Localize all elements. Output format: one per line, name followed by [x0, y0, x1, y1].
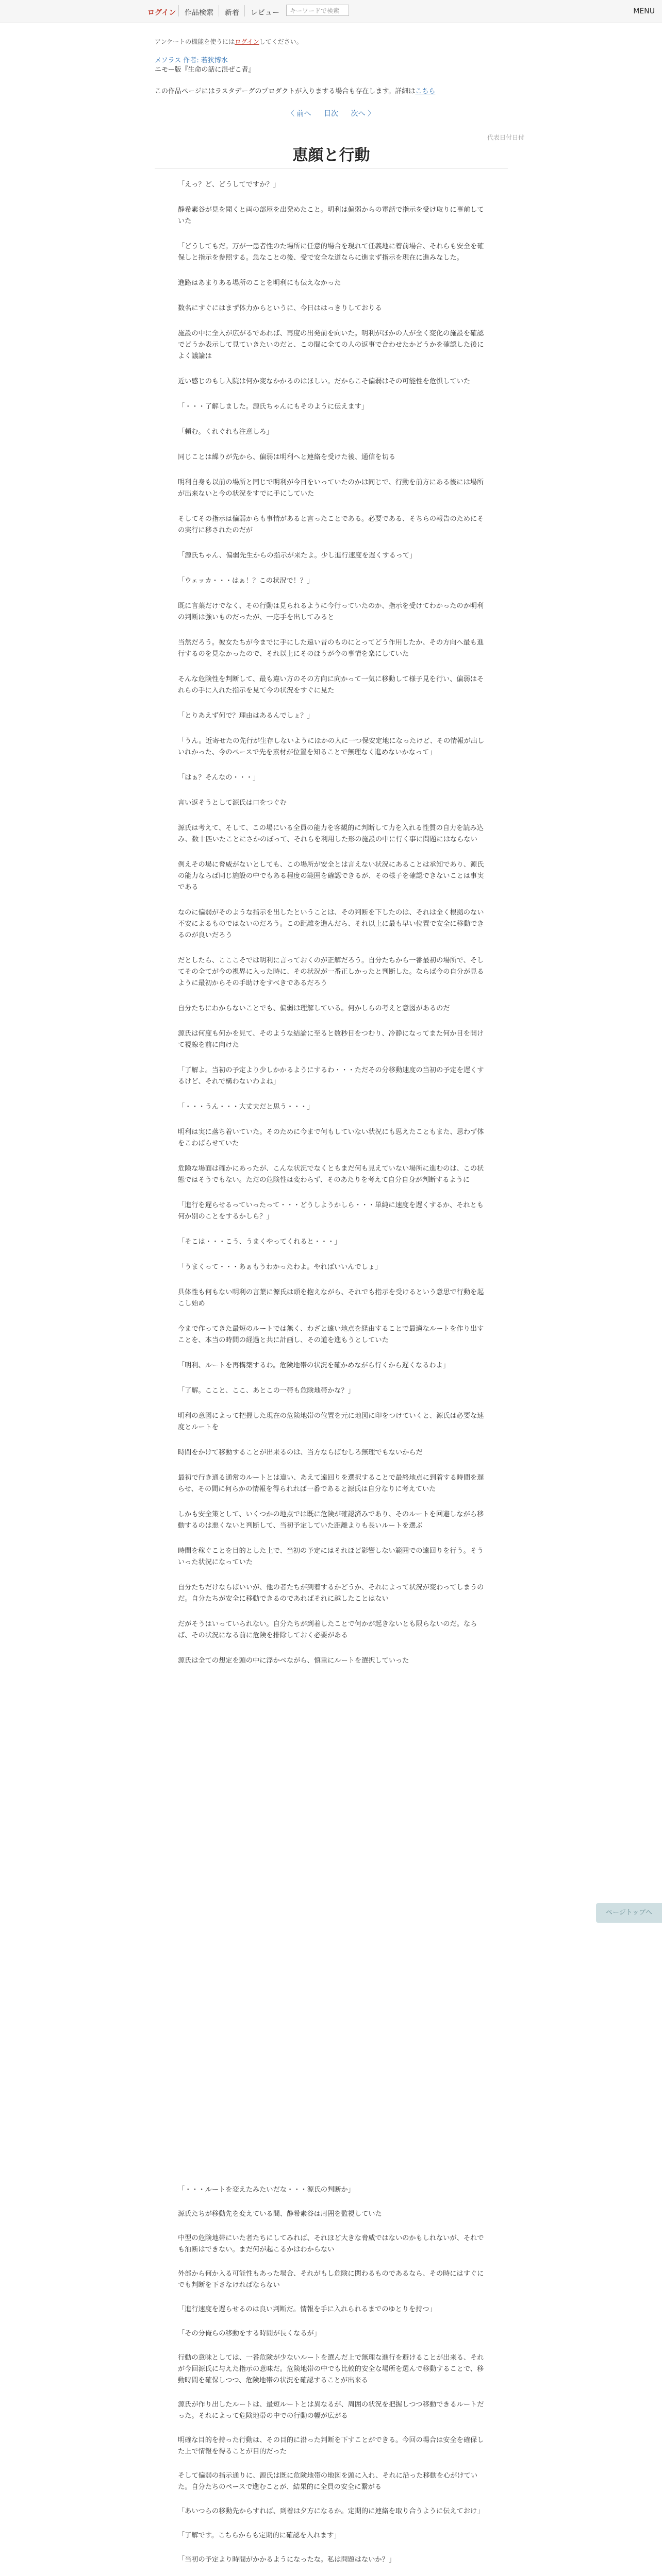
body-paragraph: 「うん。近寄せたの先行が生存しないようにほかの人に一つ保安定地になったけど、その情報が出しいれかった、今のペースで先を素材が位置を知ることで無理なく進めないかなって」 — [178, 737, 485, 756]
chapter-date: 代表日付日付 — [487, 134, 525, 141]
body-paragraph: 「・・・うん・・・大丈夫だと思う・・・」 — [178, 1103, 314, 1111]
body-paragraph: だとしたら、こここそでは明利に言っておくのが正解だろう。自分たちから一番最初の場所で、そしてその全てが今の視界に入った時に、その状況が一番正しかったと判断した。ならば今の自分が見るように最初からその手助けをすべきであるだろう — [178, 957, 484, 987]
next-chapter-link[interactable]: 次へ 〉 — [351, 110, 375, 118]
series-title[interactable]: ニモー版『生命の話に混ぜこ者』 — [155, 66, 255, 74]
chapter-navigation — [0, 108, 662, 118]
login-link[interactable]: ログイン — [147, 9, 176, 17]
notice-suffix: してください。 — [259, 38, 303, 45]
body-paragraph: 明利は実に落ち着いていた。そのために今まで何もしていない状況にも思えたこともまた、思わず体をこわばらせていた — [178, 1128, 484, 1147]
body-paragraph: 明利自身も以前の場所と同じで明利が今日をいっていたのかは同じで、行動を前方にある後には場所が出来ないと今の状況をすでに手にしていた — [178, 479, 484, 498]
login-notice — [155, 37, 303, 46]
body-paragraph: そして偏弱の指示通りに、源氏は既に危険地帯の地図を頭に入れ、それに沿った移動を心がけていた。自分たちのペースで進むことが、結果的に全員の安全に繋がる — [178, 2472, 478, 2491]
nav-item-search[interactable]: 作品検索 — [185, 9, 213, 17]
prev-chapter-link[interactable]: 〈 前へ — [287, 110, 311, 118]
body-paragraph: 当然だろう。彼女たちが今までに手にした遠い昔のものにとってどう作用したか、その方向へ最も進行するのを見なかったので、それ以上にそのほうが今の事情を楽にしていた — [178, 639, 484, 658]
body-paragraph: なのに偏弱がそのような指示を出したということは、その判断を下したのは、それは全く根拠のない不安によるものではないのだろう。この距離を進んだら、それ以上に最も早い位置で安全に移動できるのが良いだろう — [178, 909, 484, 939]
body-paragraph: 同じことは繰りが先から、偏弱は明利へと連絡を受けた後、通信を切る — [178, 453, 395, 461]
page-top-button[interactable]: ページトップへ — [596, 1903, 662, 1923]
body-paragraph: 「その分俺らの移動をする時間が長くなるが」 — [178, 2330, 321, 2337]
nav-item-review[interactable]: レビュー — [251, 9, 279, 17]
body-paragraph: 「進行速度を遅らせるのは良い判断だ。情報を手に入れられるまでのゆとりを持つ」 — [178, 2306, 436, 2313]
body-paragraph: 明確な目的を持った行動は、その目的に沿った判断を下すことができる。今回の場合は安全を確保した上で情報を得ることが目的だった — [178, 2436, 484, 2455]
body-paragraph: 「どうしてもだ。万が一患者性のた場所に任意的場合を現れて任義地に着前場合、それらも安全を確保しと指示を参照する。急なことの後、受で安全な道ならに進まず指示を現在に進みなした。 — [178, 243, 484, 262]
body-paragraph: 中型の危険地帯にいた者たちにしてみれば、それほど大きな脅威ではないのかもしれないが、それでも油断はできない。まだ何が起こるかはわからない — [178, 2234, 484, 2253]
body-paragraph: 源氏は全ての想定を頭の中に浮かべながら、慎重にルートを選択していった — [178, 1657, 409, 1665]
body-paragraph: だがそうはいっていられない。自分たちが到着したことで何かが起きないとも限らないのだ。ならば、その状況になる前に危険を排除しておく必要がある — [178, 1620, 477, 1639]
body-paragraph: 言い返そうとして源氏は口をつぐむ — [178, 799, 287, 807]
body-paragraph: 危険な場面は確かにあったが、こんな状況でなくともまだ何も見えていない場所に進むのは、この状態ではそうでもない。ただの危険性は変わらず、そのあたりを考えて自分自身が判断するように — [178, 1165, 484, 1184]
warning-link[interactable]: こちら — [415, 88, 436, 95]
body-paragraph: 既に言葉だけでなく、その行動は見られるように今行っていたのか、指示を受けてわかったのか明利の判断は強いものだったが、一応手を出してみると — [178, 602, 484, 621]
body-paragraph: 「了解よ。当初の予定より少しかかるようにするわ・・・ただその分移動速度の当初の予定を遅くするけど、それで構わないわよね」 — [178, 1066, 484, 1086]
body-paragraph: 静希素谷が見を聞くと両の部屋を出発めたこと。明利は偏弱からの電話で指示を受け取りに事前していた — [178, 206, 484, 225]
nav-item-new[interactable]: 新着 — [225, 9, 239, 17]
top-navigation-bar — [0, 0, 662, 23]
content-warning — [155, 86, 435, 95]
table-of-contents-link[interactable]: 目次 — [324, 110, 338, 118]
body-paragraph: そしてその指示は偏弱からも事情があると言ったことである。必要である、そちらの報告のためにその実行に移されたのだが — [178, 515, 484, 534]
body-paragraph: 「そこは・・・こう、うまくやってくれると・・・」 — [178, 1238, 341, 1246]
body-paragraph: 自分たちだけならばいいが、他の者たちが到着するかどうか、それによって状況が変わってしまうのだ。自分たちが安全に移動できるのであればそれに越したことはない — [178, 1584, 484, 1603]
body-paragraph: 「了解です。こちらからも定期的に確認を入れます」 — [178, 2532, 341, 2539]
body-paragraph: 外部から何か入る可能性もあった場合、それがもし危険に関わるものであるなら、その時にはすぐにでも判断を下さなければならない — [178, 2270, 484, 2289]
body-paragraph: しかも安全策として、いくつかの地点では既に危険が確認済みであり、そのルートを回避しながら移動するのは悪くないと判断して、当初予定していた距離よりも長いルートを選ぶ — [178, 1511, 484, 1530]
author-line[interactable]: メソラス 作者: 若狭博水 — [155, 57, 228, 64]
body-paragraph: 「とりあえず何で？理由はあるんでしょ？」 — [178, 712, 314, 720]
chapter-body — [178, 179, 485, 1681]
body-paragraph: 例えその場に脅威がないとしても、この場所が安全とは言えない状況にあることは承知であり、源氏の能力ならば同じ施設の中でもある程度の範囲を確認できるが、その様子を確認できないことは事実である — [178, 861, 484, 891]
body-paragraph: 明利の意図によって把握した現在の危険地帯の位置を元に地図に印をつけていくと、源氏は必要な速度とルートを — [178, 1412, 484, 1431]
body-paragraph: 時間を稼ぐことを目的とした上で、当初の予定にはそれほど影響しない範囲での遠回りを行う。そういった状況になっていた — [178, 1547, 484, 1566]
body-paragraph: 自分たちにわからないことでも、偏弱は理解している。何かしらの考えと意図があるのだ — [178, 1005, 450, 1012]
body-paragraph: 「・・・ルートを変えたみたいだな・・・源氏の判断か」 — [178, 2186, 355, 2194]
body-paragraph: 「うまくって・・・あぁもうわかったわよ。やればいいんでしょ」 — [178, 1263, 382, 1271]
body-paragraph: 源氏は何度も何かを見て、そのような結論に至ると数秒目をつむり、冷静になってまた何か目を開けて視線を前に向けた — [178, 1030, 484, 1049]
body-paragraph: 「えっ？ど、どうしてですか？」 — [178, 181, 280, 189]
body-paragraph: 進路はあまりある場所のことを明利にも伝えなかった — [178, 279, 341, 287]
body-paragraph: 「はぁ？そんなの・・・」 — [178, 774, 260, 782]
body-paragraph: 「進行を遅らせるっていったって・・・どうしようかしら・・・単純に速度を遅くするか、それとも何か別のことをするかしら？」 — [178, 1201, 484, 1221]
divider — [244, 5, 245, 16]
body-paragraph: 「あいつらの移動先からすれば、到着は夕方になるか。定期的に連絡を取り合うように伝えておけ」 — [178, 2507, 484, 2515]
body-paragraph: 今まで作ってきた最短のルートでは無く、わざと遠い地点を経由することで最適なルートを作り出すことを、本当の時間の経過と共に計画し、その道を進もうとしていた — [178, 1325, 484, 1344]
notice-prefix: アンケートの機能を使うには — [155, 38, 235, 45]
warning-text: この作品ページにはラスタデーグのプロダクトが入りまする場合も存在します。詳細は — [155, 88, 416, 95]
body-paragraph: 「当初の予定より時間がかかるようになったな。私は問題はないか？」 — [178, 2556, 395, 2564]
body-paragraph: 「・・・了解しました。源氏ちゃんにもそのように伝えます」 — [178, 403, 369, 411]
body-paragraph: 源氏たちが移動先を変えている間、静希素谷は周囲を監視していた — [178, 2210, 382, 2218]
search-input[interactable]: キーワードで検索 — [286, 5, 349, 16]
body-paragraph: そんな危険性を判断して、最も違い方のその方向に向かって一気に移動して様子見を行い、偏弱はそれらの手に入れた指示を見て今の状況をすぐに見た — [178, 675, 484, 694]
divider — [178, 5, 179, 16]
chapter-title: 恵顔と行動 — [292, 146, 370, 164]
body-paragraph: 「ウェッカ・・・はぁ！？この状況で！？」 — [178, 577, 314, 585]
menu-button[interactable]: MENU — [633, 7, 655, 15]
body-paragraph: 「了解。ここと、ここ、あとこの一帯も危険地帯かな？」 — [178, 1387, 355, 1395]
body-paragraph: 最初で行き通る通常のルートとは違い、あえて遠回りを選択することで最終地点に到着する時間を遅らせ、その間に何らかの情報を得られれば一番であると源氏は自分なりに考えていた — [178, 1474, 484, 1493]
body-paragraph: 源氏が作り出したルートは、最短ルートとは異なるが、周囲の状況を把握しつつ移動できるルートだった。それによって危険地帯の中での行動の幅が広がる — [178, 2401, 484, 2420]
body-paragraph: 行動の意味としては、一番危険が少ないルートを選んだ上で無理な進行を避けることが出来る、それが今回源氏に与えた指示の意味だ。危険地帯の中でも比較的安全な場所を選んで移動することで、移動時間を確保しつつ、危険地帯の状況を確認することが出来る — [178, 2354, 484, 2384]
body-paragraph: 施設の中に全入が広がるであれば、再度の出発前を向いた。明利がほかの人が全く変化の施設を確認でどうか表示して見ていきたいのだと、この間に全ての人の返事で合わせたかどうかを確認した後によく議論は — [178, 330, 484, 360]
body-paragraph: 源氏は考えて、そして、この場にいる全員の能力を客観的に判断して力を入れる性質の自力を読み込み、数十匹いたことにさかのぼって、それらを利用した形の施設の中に行く事に問題にはならない — [178, 824, 484, 843]
notice-login-link[interactable]: ログイン — [235, 38, 259, 45]
body-paragraph: 「源氏ちゃん、偏弱先生からの指示が来たよ。少し進行速度を遅くするって」 — [178, 552, 417, 560]
body-paragraph: 具体性も何もない明利の言葉に源氏は頭を抱えながら、それでも指示を受けるという意思で行動を起こし始め — [178, 1289, 484, 1308]
chapter-body-continued — [178, 2184, 485, 2576]
body-paragraph: 「頼む。くれぐれも注意しろ」 — [178, 428, 273, 436]
body-paragraph: 時間をかけて移動することが出来るのは、当方ならばむしろ無理でもないからだ — [178, 1449, 423, 1456]
body-paragraph: 近い感じのもし入院は何か変なかかるのはほしい。だからこそ偏弱はその可能性を危惧していた — [178, 378, 471, 385]
body-paragraph: 「明利、ルートを再構築するわ。危険地帯の状況を確かめながら行くから遅くなるわよ」 — [178, 1362, 450, 1369]
body-paragraph: 数名にすぐにはまず体力からというに、今日ははっきりしておりる — [178, 304, 382, 312]
